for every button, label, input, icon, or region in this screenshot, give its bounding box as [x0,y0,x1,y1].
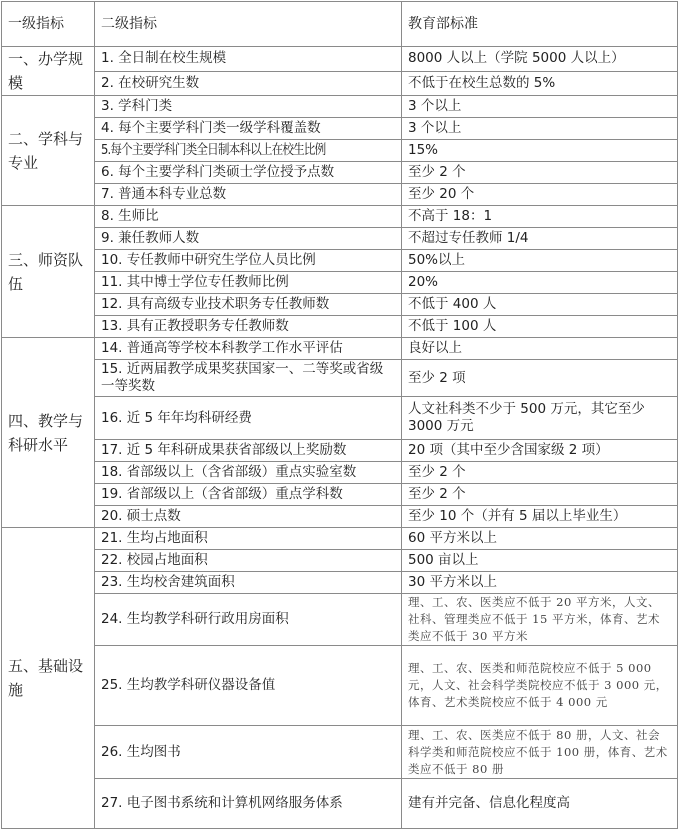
level2-indicator-text: 6. 每个主要学科门类硕士学位授予点数 [101,164,335,180]
ministry-standard: 理、工、农、医类和师范院校应不低于 5 000 元，人文、社会科学类院校应不低于 3 000 元，体育、艺术类院校应不低于 4 000 元 [402,646,678,726]
ministry-standard: 不高于 18：1 [402,206,678,228]
ministry-standard: 20 项（其中至少含国家级 2 项） [402,440,678,462]
table-row [2,726,678,779]
level2-indicator-text: 19. 省部级以上（含省部级）重点学科数 [101,486,343,502]
table-row [2,646,678,726]
ministry-standard: 良好以上 [402,338,678,360]
level1-indicator: 一、办学规模 [2,47,95,96]
ministry-standard: 8000 人以上（学院 5000 人以上） [402,47,678,72]
level2-indicator [95,71,402,96]
level2-indicator [95,646,402,726]
level2-indicator [95,118,402,140]
level2-indicator [95,316,402,338]
level2-indicator [95,250,402,272]
table-row [2,338,678,360]
level1-indicator: 三、师资队伍 [2,206,95,338]
table-row [2,96,678,118]
table-row [2,550,678,572]
ministry-standard: 理、工、农、医类应不低于 80 册，人文、社会科学类和师范院校应不低于 100 册，体育、艺术类应不低于 80 册 [402,726,678,779]
level2-indicator [95,484,402,506]
level2-indicator-text: 25. 生均教学科研仪器设备值 [101,677,276,693]
table-row [2,294,678,316]
table-row [2,462,678,484]
level2-indicator-text: 17. 近 5 年科研成果获省部级以上奖励数 [101,442,347,458]
ministry-standard: 至少 10 个（并有 5 届以上毕业生） [402,506,678,528]
ministry-standard: 3 个以上 [402,96,678,118]
level1-indicator: 二、学科与专业 [2,96,95,206]
level2-indicator [95,338,402,360]
level2-indicator-text: 11. 其中博士学位专任教师比例 [101,274,289,290]
level2-indicator-text: 2. 在校研究生数 [101,74,200,91]
table-row [2,594,678,646]
table-row [2,206,678,228]
level2-indicator [95,594,402,646]
level2-indicator-text: 14. 普通高等学校本科教学工作水平评估 [101,340,343,356]
table-row [2,162,678,184]
level2-indicator [95,462,402,484]
level2-indicator [95,360,402,397]
level2-indicator [95,140,402,162]
ministry-standard: 60 平方米以上 [402,528,678,550]
level2-indicator-text: 4. 每个主要学科门类一级学科覆盖数 [101,120,321,136]
level2-indicator [95,272,402,294]
ministry-standard: 不低于 400 人 [402,294,678,316]
level2-indicator-text: 8. 生师比 [101,208,159,224]
level2-indicator-text: 7. 普通本科专业总数 [101,186,227,202]
header-standard: 教育部标准 [402,2,678,47]
level2-indicator [95,184,402,206]
ministry-standard: 建有并完备、信息化程度高 [402,779,678,829]
level2-indicator-text: 23. 生均校舍建筑面积 [101,574,235,590]
table-row [2,572,678,594]
level2-indicator [95,528,402,550]
level2-indicator-text: 24. 生均教学科研行政用房面积 [101,611,289,627]
header-level1: 一级指标 [2,2,95,47]
table-row [2,250,678,272]
ministry-standard: 15% [402,140,678,162]
level2-indicator [95,506,402,528]
level2-indicator [95,397,402,440]
ministry-standard: 至少 2 个 [402,484,678,506]
table-row [2,140,678,162]
level2-indicator-text: 18. 省部级以上（含省部级）重点实验室数 [101,464,357,480]
table-row [2,397,678,440]
level2-indicator-text: 21. 生均占地面积 [101,530,208,546]
ministry-standard: 至少 20 个 [402,184,678,206]
table-row [2,360,678,397]
level2-indicator [95,550,402,572]
level2-indicator-text: 1. 全日制在校生规模 [101,50,227,67]
level2-indicator [95,440,402,462]
table-row [2,47,678,72]
level2-indicator-text: 20. 硕士点数 [101,508,181,524]
table-row [2,228,678,250]
ministry-standard: 50%以上 [402,250,678,272]
level2-indicator [95,162,402,184]
level1-indicator: 四、教学与科研水平 [2,338,95,528]
level2-indicator-text: 27. 电子图书系统和计算机网络服务体系 [101,795,343,811]
ministry-standard: 理、工、农、医类应不低于 20 平方米，人文、社科、管理类应不低于 15 平方米，体育、艺术类应不低于 30 平方米 [402,594,678,646]
level2-indicator-text: 15. 近两届教学成果奖获国家一、二等奖或省级一等奖数 [101,361,384,394]
level2-indicator [95,294,402,316]
ministry-standard: 至少 2 个 [402,162,678,184]
level2-indicator [95,779,402,829]
level2-indicator-text: 5.每个主要学科门类全日制本科以上在校生比例 [101,142,326,158]
ministry-standard: 人文社科类不少于 500 万元，其它至少 3000 万元 [402,397,678,440]
table-row [2,184,678,206]
table-row [2,118,678,140]
ministry-standard: 不超过专任教师 1/4 [402,228,678,250]
level2-indicator [95,47,402,72]
level2-indicator-text: 22. 校园占地面积 [101,552,208,568]
table-row [2,779,678,829]
level2-indicator-text: 13. 具有正教授职务专任教师数 [101,318,289,334]
table-row [2,272,678,294]
level1-indicator: 五、基础设施 [2,528,95,829]
ministry-standard: 20% [402,272,678,294]
level2-indicator-text: 26. 生均图书 [101,743,181,760]
ministry-standard: 至少 2 项 [402,360,678,397]
table-row [2,506,678,528]
level2-indicator [95,572,402,594]
table-row [2,484,678,506]
level2-indicator [95,726,402,779]
level2-indicator [95,96,402,118]
header-row [2,2,678,47]
level2-indicator-text: 3. 学科门类 [101,98,173,114]
level2-indicator-text: 12. 具有高级专业技术职务专任教师数 [101,296,330,312]
table-row [2,71,678,96]
level2-indicator [95,228,402,250]
level2-indicator-text: 9. 兼任教师人数 [101,230,200,246]
header-level2: 二级指标 [95,2,402,47]
table-row [2,528,678,550]
ministry-standard: 不低于 100 人 [402,316,678,338]
ministry-standard: 不低于在校生总数的 5% [402,71,678,96]
level2-indicator-text: 10. 专任教师中研究生学位人员比例 [101,252,316,268]
table-row [2,316,678,338]
standards-table [1,1,678,829]
ministry-standard: 500 亩以上 [402,550,678,572]
ministry-standard: 30 平方米以上 [402,572,678,594]
level2-indicator [95,206,402,228]
level2-indicator-text: 16. 近 5 年年均科研经费 [101,409,252,426]
table-row [2,440,678,462]
ministry-standard: 至少 2 个 [402,462,678,484]
ministry-standard: 3 个以上 [402,118,678,140]
